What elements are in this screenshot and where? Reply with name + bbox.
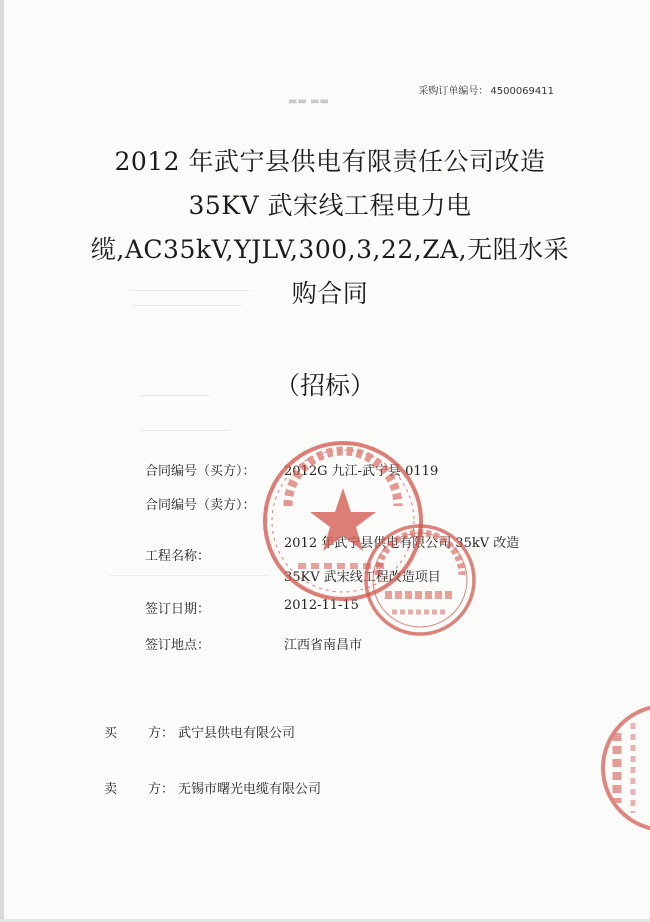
project-name-label: 工程名称： bbox=[145, 549, 211, 564]
sign-date-value: 2012-11-15 bbox=[284, 598, 359, 613]
seller-party-name: 无锡市曙光电缆有限公司 bbox=[178, 782, 322, 797]
buyer-contract-no-value: 2012G 九江-武宁县 0119 bbox=[284, 464, 439, 479]
buyer-party-name: 武宁县供电有限公司 bbox=[178, 726, 296, 741]
seller-party-colon: 方： bbox=[148, 782, 175, 797]
sign-date-label: 签订日期： bbox=[145, 602, 211, 617]
scan-edge-left bbox=[0, 0, 4, 922]
buyer-contract-no-label: 合同编号（买方）： bbox=[145, 464, 256, 479]
bleed-through-line bbox=[110, 575, 270, 576]
sign-place-value: 江西省南昌市 bbox=[284, 638, 363, 653]
contract-title: 2012 年武宁县供电有限责任公司改造 35KV 武宋线工程电力电缆,AC35kV,YJLV,300,3,22,ZA,无阻水采购合同 bbox=[90, 147, 570, 308]
purchase-order-number bbox=[418, 82, 554, 97]
bleed-through-text: ▬▬ ▬▬ bbox=[288, 96, 329, 107]
project-name-line1: 2012 年武宁县供电有限公司 35kV 改造 bbox=[284, 536, 520, 551]
purchase-order-label: 采购订单编号： bbox=[418, 86, 489, 97]
seller-contract-no-label: 合同编号（卖方）： bbox=[145, 498, 256, 513]
buyer-party-label: 买 bbox=[104, 726, 118, 741]
bleed-through-line bbox=[140, 430, 230, 431]
buyer-party-colon: 方： bbox=[148, 726, 175, 741]
project-name-line2: 35KV 武宋线工程改造项目 bbox=[284, 570, 441, 585]
contract-seal-icon bbox=[360, 520, 480, 640]
seller-party-label: 卖 bbox=[104, 782, 118, 797]
purchase-order-value: 4500069411 bbox=[490, 86, 554, 97]
contract-subtitle: （招标） bbox=[274, 371, 375, 400]
edge-seal-icon bbox=[595, 698, 650, 838]
sign-place-label: 签订地点： bbox=[145, 638, 211, 653]
